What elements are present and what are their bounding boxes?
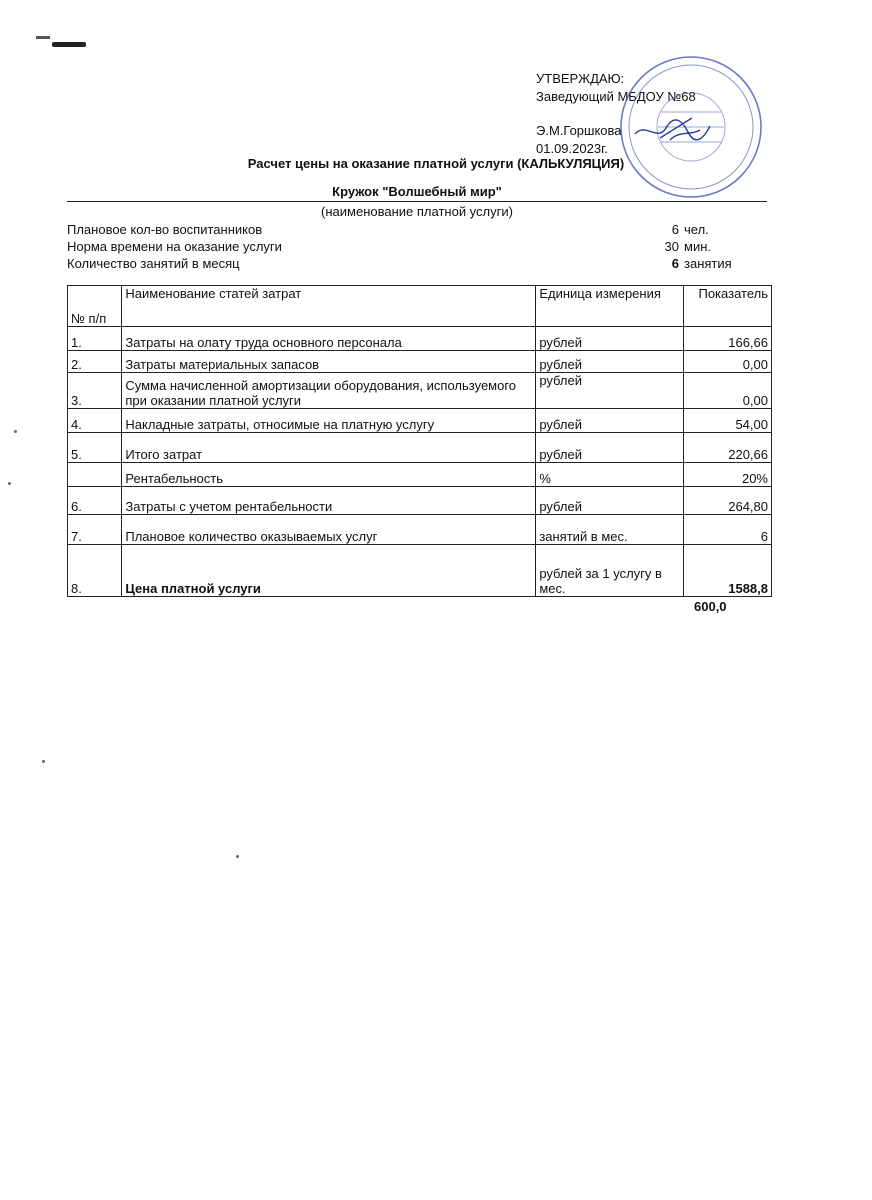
row-name: Затраты на олату труда основного персонала: [122, 327, 536, 351]
row-num: 8.: [68, 545, 122, 597]
row-value: 0,00: [684, 373, 772, 409]
header-num: № п/п: [68, 286, 122, 327]
row-name: Сумма начисленной амортизации оборудования, используемого при оказании платной услуги: [122, 373, 536, 409]
table-row: [68, 463, 772, 487]
document-title: [0, 156, 872, 171]
param-row: [67, 239, 767, 256]
param-unit: чел.: [684, 222, 709, 237]
row-value: 20%: [684, 463, 772, 487]
row-value: 1588,8: [684, 545, 772, 597]
header-unit: Единица измерения: [536, 286, 684, 327]
table-row: [68, 433, 772, 463]
row-unit: рублей: [536, 487, 684, 515]
row-name: Итого затрат: [122, 433, 536, 463]
param-row: [67, 222, 767, 239]
scan-mark: [36, 36, 50, 39]
approval-signer: Э.М.Горшкова: [536, 123, 622, 138]
param-label: Норма времени на оказание услуги: [67, 239, 282, 254]
row-value: 54,00: [684, 409, 772, 433]
header-value: Показатель: [684, 286, 772, 327]
row-num: 1.: [68, 327, 122, 351]
table-row: [68, 409, 772, 433]
row-name: Плановое количество оказываемых услуг: [122, 515, 536, 545]
row-num: 7.: [68, 515, 122, 545]
row-value: 6: [684, 515, 772, 545]
row-unit: %: [536, 463, 684, 487]
scan-mark: [52, 42, 86, 47]
calculation-table: [67, 285, 772, 597]
row-num: [68, 463, 122, 487]
row-unit: рублей: [536, 351, 684, 373]
row-unit: рублей: [536, 373, 684, 409]
row-name: Затраты с учетом рентабельности: [122, 487, 536, 515]
row-value: 264,80: [684, 487, 772, 515]
table-header-row: [68, 286, 772, 327]
approval-heading: УТВЕРЖДАЮ:: [536, 71, 625, 86]
scan-dot: [14, 430, 17, 433]
row-num: 2.: [68, 351, 122, 373]
param-value: 6: [671, 222, 679, 237]
approval-position: Заведующий МБДОУ №68: [536, 88, 696, 104]
service-name: Кружок "Волшебный мир": [332, 184, 502, 199]
row-unit: занятий в мес.: [536, 515, 684, 545]
param-row: [67, 256, 767, 273]
row-unit: рублей за 1 услугу в мес.: [536, 545, 684, 597]
row-num: 5.: [68, 433, 122, 463]
row-name: Затраты материальных запасов: [122, 351, 536, 373]
param-label: Плановое кол-во воспитанников: [67, 222, 263, 237]
param-value: 30: [664, 239, 679, 254]
table-row: [68, 515, 772, 545]
scan-dot: [8, 482, 11, 485]
table-row: [68, 545, 772, 597]
header-name: Наименование статей затрат: [122, 286, 536, 327]
document-title-text: Расчет цены на оказание платной услуги (КАЛЬКУЛЯЦИЯ): [247, 156, 625, 171]
row-name: Рентабельность: [122, 463, 536, 487]
scan-dot: [236, 855, 239, 858]
row-value: 166,66: [684, 327, 772, 351]
param-label: Количество занятий в месяц: [67, 256, 240, 271]
row-num: 3.: [68, 373, 122, 409]
row-name: Накладные затраты, относимые на платную услугу: [122, 409, 536, 433]
row-unit: рублей: [536, 409, 684, 433]
table-row: [68, 487, 772, 515]
table-row: [68, 351, 772, 373]
row-num: 6.: [68, 487, 122, 515]
extra-value: 600,0: [694, 599, 727, 614]
table-row: [68, 327, 772, 351]
scan-dot: [42, 760, 45, 763]
param-value: 6: [671, 256, 679, 271]
param-unit: занятия: [684, 256, 732, 271]
row-value: 220,66: [684, 433, 772, 463]
approval-date: 01.09.2023г.: [536, 140, 608, 156]
table-row: [68, 373, 772, 409]
row-unit: рублей: [536, 433, 684, 463]
row-value: 0,00: [684, 351, 772, 373]
row-name: Цена платной услуги: [122, 545, 536, 597]
service-hint: (наименование платной услуги): [321, 204, 513, 219]
signature: [630, 112, 720, 152]
param-unit: мин.: [684, 239, 711, 254]
row-unit: рублей: [536, 327, 684, 351]
service-underline: [67, 201, 767, 202]
row-num: 4.: [68, 409, 122, 433]
